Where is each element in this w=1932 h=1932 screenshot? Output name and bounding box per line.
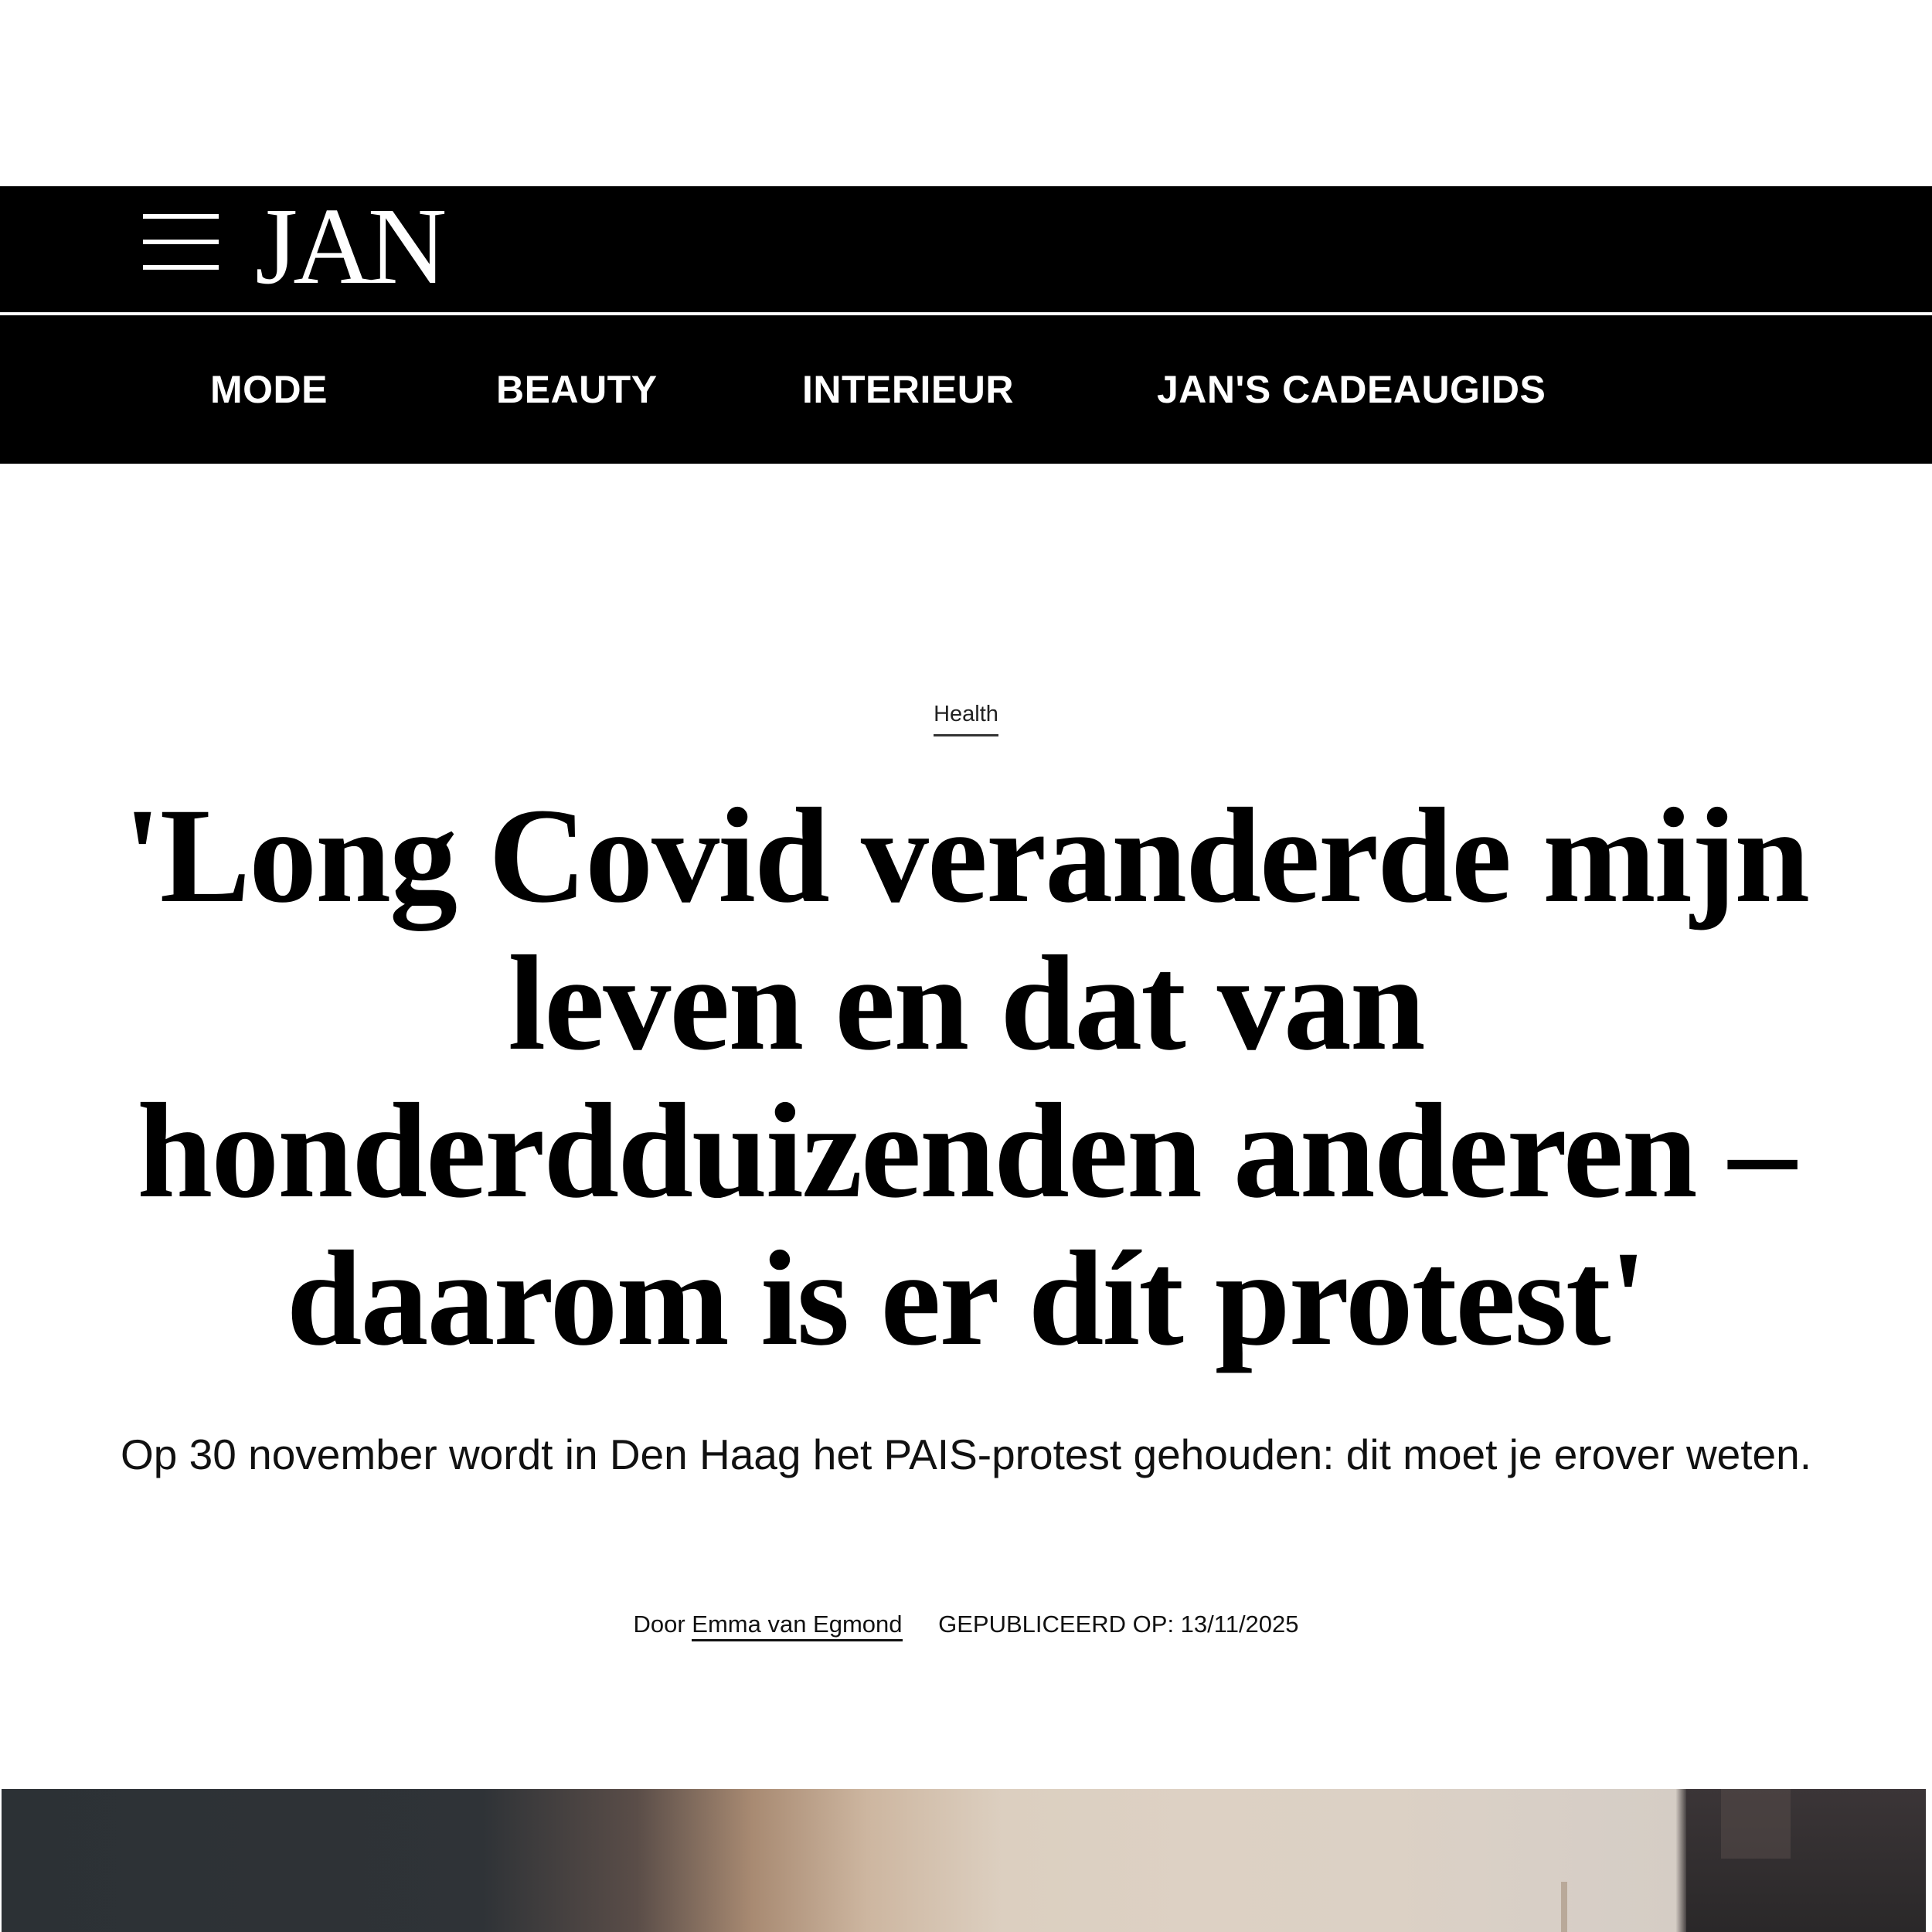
nav-item-beauty[interactable]: BEAUTY [496, 368, 658, 411]
nav-item-cadeaugids[interactable]: JAN'S CADEAUGIDS [1157, 368, 1546, 411]
byline-prefix: Door [633, 1611, 685, 1638]
menu-icon-bar [143, 240, 219, 244]
article-category [0, 697, 1932, 736]
article-standfirst: Op 30 november wordt in Den Haag het PAIS-protest gehouden: dit moet je erover weten. [121, 1430, 1811, 1478]
article-title: 'Long Covid veranderde mijn leven en dat van honderdduizenden anderen – daarom is er dít protest' [123, 781, 1809, 1374]
author-link[interactable]: Emma van Egmond [692, 1611, 902, 1641]
hamburger-menu-icon[interactable] [143, 206, 219, 274]
hero-image-shelf [1721, 1789, 1791, 1859]
menu-icon-bar [143, 214, 219, 219]
hero-image [2, 1789, 1926, 1932]
published-date: GEPUBLICEERD OP: 13/11/2025 [938, 1611, 1299, 1638]
site-logo[interactable]: JAN [255, 185, 443, 307]
category-link[interactable]: Health [934, 697, 998, 736]
hero-image-pole [1561, 1882, 1567, 1932]
menu-icon-bar [143, 265, 219, 270]
main-navigation [0, 315, 1932, 464]
site-header [0, 186, 1932, 312]
nav-item-interieur[interactable]: INTERIEUR [802, 368, 1014, 411]
nav-item-mode[interactable]: MODE [210, 368, 328, 411]
article-byline [0, 1604, 1932, 1645]
